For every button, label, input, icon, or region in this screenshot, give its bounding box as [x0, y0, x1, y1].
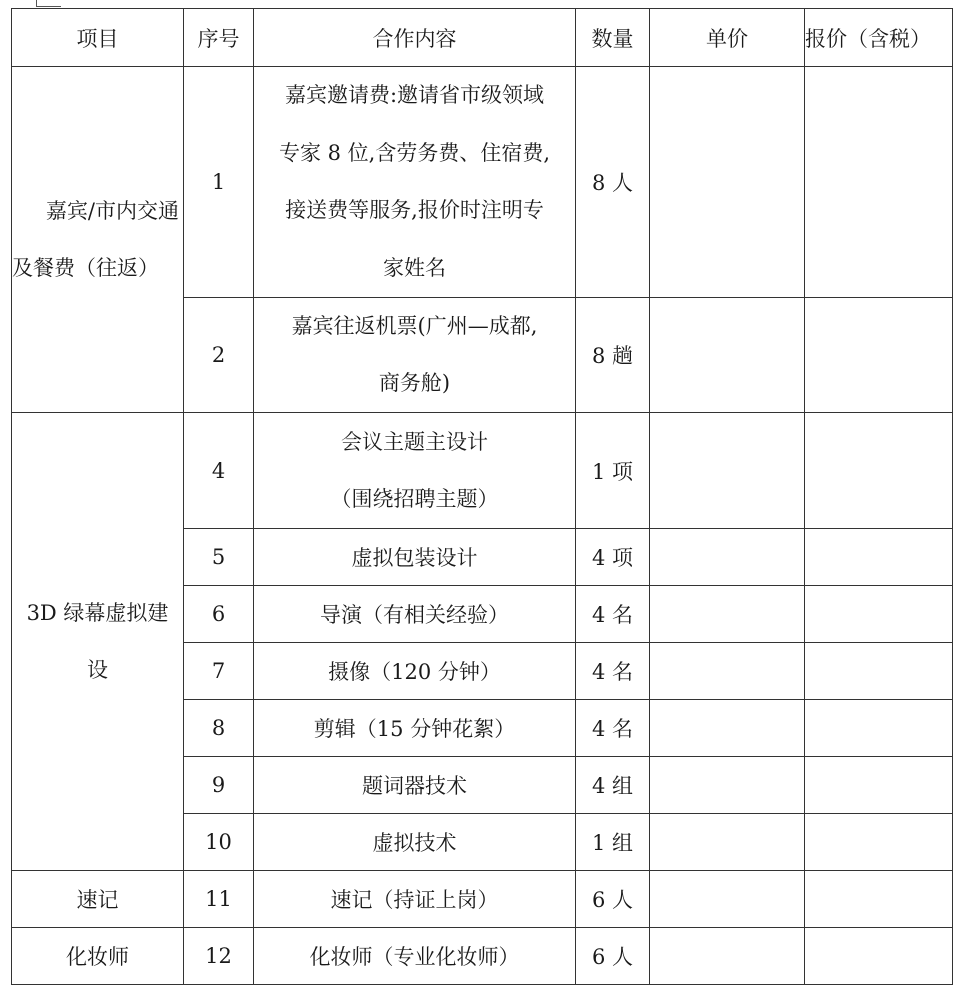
- unit-price-cell[interactable]: [650, 700, 805, 757]
- seq-cell: 5: [184, 529, 254, 586]
- seq-cell: 10: [184, 814, 254, 871]
- seq-cell: 9: [184, 757, 254, 814]
- quote-cell[interactable]: [805, 643, 953, 700]
- seq-cell: 4: [184, 413, 254, 529]
- content-line: 家姓名: [383, 255, 446, 280]
- project-cell-greenscreen: [12, 413, 184, 871]
- content-cell: 化妆师（专业化妆师）: [254, 928, 576, 985]
- quote-cell[interactable]: [805, 871, 953, 928]
- content-line: 嘉宾邀请费:邀请省市级领域: [284, 83, 545, 107]
- table-row: [12, 413, 953, 529]
- unit-price-cell[interactable]: [650, 643, 805, 700]
- content-line: 嘉宾往返机票(广州—成都,: [291, 314, 538, 338]
- quantity-cell: 4 组: [576, 757, 650, 814]
- content-cell: 剪辑（15 分钟花絮）: [254, 700, 576, 757]
- quantity-cell: 6 人: [576, 871, 650, 928]
- seq-cell: 1: [184, 67, 254, 298]
- quantity-cell: 4 名: [576, 586, 650, 643]
- unit-price-cell[interactable]: [650, 871, 805, 928]
- seq-cell: 2: [184, 298, 254, 413]
- unit-price-cell[interactable]: [650, 298, 805, 413]
- seq-cell: 7: [184, 643, 254, 700]
- quote-cell[interactable]: [805, 529, 953, 586]
- unit-price-cell[interactable]: [650, 413, 805, 529]
- project-guest-line2: 及餐费（往返）: [12, 255, 159, 280]
- unit-price-cell[interactable]: [650, 928, 805, 985]
- quote-cell[interactable]: [805, 757, 953, 814]
- project-cell-steno: 速记: [12, 871, 184, 928]
- seq-cell: 12: [184, 928, 254, 985]
- unit-price-cell[interactable]: [650, 814, 805, 871]
- table-row: [12, 67, 953, 298]
- project-cell-makeup: 化妆师: [12, 928, 184, 985]
- quantity-cell: 4 名: [576, 643, 650, 700]
- header-quantity: 数量: [576, 9, 650, 67]
- header-content: 合作内容: [254, 9, 576, 67]
- quote-cell[interactable]: [805, 928, 953, 985]
- content-cell: 虚拟技术: [254, 814, 576, 871]
- content-cell: 摄像（120 分钟）: [254, 643, 576, 700]
- quote-cell[interactable]: [805, 814, 953, 871]
- content-cell: 题词器技术: [254, 757, 576, 814]
- header-quote: 报价（含税）: [805, 9, 953, 67]
- content-cell: 虚拟包装设计: [254, 529, 576, 586]
- content-cell: 导演（有相关经验）: [254, 586, 576, 643]
- content-cell: [254, 413, 576, 529]
- project-greenscreen-line1: 3D 绿幕虚拟建: [26, 600, 169, 625]
- header-row: [12, 9, 953, 67]
- header-project: 项目: [12, 9, 184, 67]
- content-line: 会议主题主设计: [341, 429, 488, 454]
- quantity-cell: 6 人: [576, 928, 650, 985]
- quantity-cell: 8 人: [576, 67, 650, 298]
- project-greenscreen-line2: 设: [87, 657, 108, 682]
- content-cell: 速记（持证上岗）: [254, 871, 576, 928]
- seq-cell: 11: [184, 871, 254, 928]
- header-seq: 序号: [184, 9, 254, 67]
- quote-cell[interactable]: [805, 586, 953, 643]
- quantity-cell: 4 名: [576, 700, 650, 757]
- header-unit-price: 单价: [650, 9, 805, 67]
- quantity-cell: 8 趟: [576, 298, 650, 413]
- project-cell-guest: [12, 67, 184, 413]
- quote-cell[interactable]: [805, 413, 953, 529]
- unit-price-cell[interactable]: [650, 529, 805, 586]
- quantity-cell: 1 组: [576, 814, 650, 871]
- table-row: [12, 928, 953, 985]
- project-guest-line1: 嘉宾/市内交通: [45, 198, 179, 223]
- content-line: （围绕招聘主题）: [330, 486, 499, 511]
- quantity-cell: 4 项: [576, 529, 650, 586]
- unit-price-cell[interactable]: [650, 586, 805, 643]
- content-line: 专家 8 位,含劳务费、住宿费,: [278, 140, 551, 165]
- seq-cell: 8: [184, 700, 254, 757]
- content-line: 接送费等服务,报价时注明专: [285, 198, 544, 222]
- corner-mark: [36, 0, 61, 7]
- content-cell: [254, 67, 576, 298]
- table-row: [12, 871, 953, 928]
- quote-cell[interactable]: [805, 700, 953, 757]
- quote-cell[interactable]: [805, 67, 953, 298]
- content-line: 商务舱): [378, 371, 451, 395]
- quantity-cell: 1 项: [576, 413, 650, 529]
- unit-price-cell[interactable]: [650, 757, 805, 814]
- unit-price-cell[interactable]: [650, 67, 805, 298]
- seq-cell: 6: [184, 586, 254, 643]
- quote-table: [11, 8, 953, 985]
- quote-cell[interactable]: [805, 298, 953, 413]
- content-cell: [254, 298, 576, 413]
